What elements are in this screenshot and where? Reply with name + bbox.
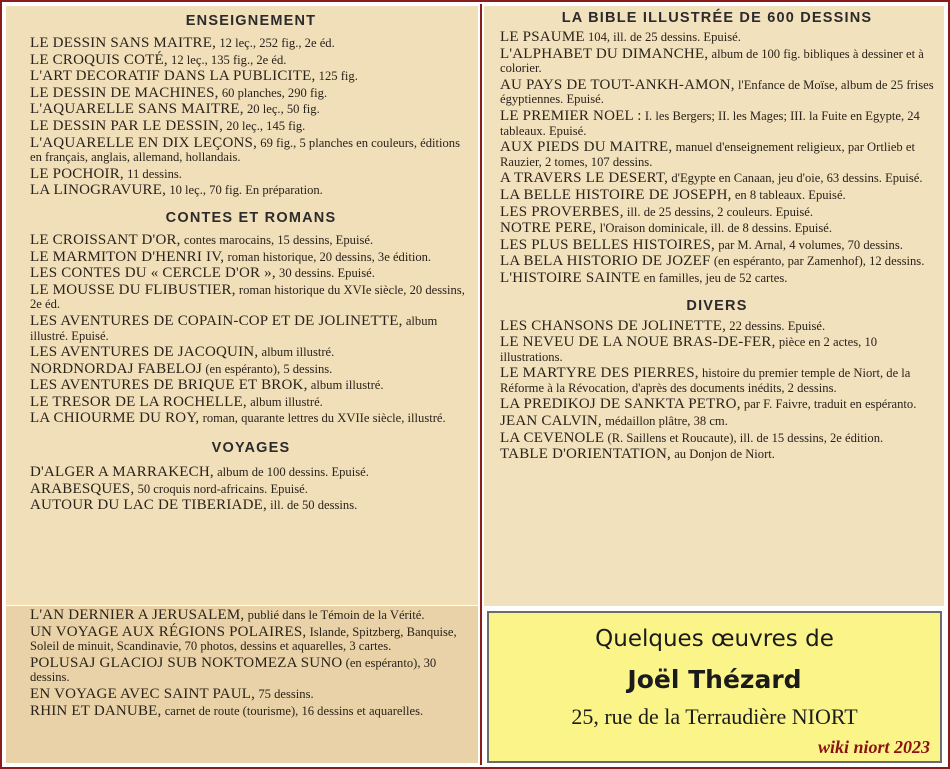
entry-title: RHIN ET DANUBE,	[30, 702, 162, 719]
entry-detail: 60 planches, 290 fig.	[221, 85, 328, 100]
entry-title: UN VOYAGE AUX RÉGIONS POLAIRES,	[30, 623, 307, 640]
entry-title: LE DESSIN DE MACHINES,	[30, 84, 219, 101]
entry-detail: en familles, jeu de 52 cartes.	[643, 270, 788, 285]
entry-detail: pièce en 2 actes, 10 illustrations.	[500, 335, 878, 364]
entry-detail: (en espéranto), 5 dessins.	[205, 361, 333, 376]
left-column-scan	[6, 6, 478, 605]
entry-title: LES AVENTURES DE JACOQUIN,	[30, 344, 259, 361]
callout-line1: Quelques œuvres de	[595, 626, 834, 652]
catalog-entry	[30, 482, 472, 497]
entry-detail: album de 100 fig. bibliques à dessiner et à colorier.	[500, 46, 924, 76]
entry-title: LE NEVEU DE LA NOUE BRAS-DE-FER,	[500, 334, 776, 351]
entry-detail: 125 fig.	[318, 69, 358, 84]
entry-detail: 11 dessins.	[127, 166, 182, 181]
entry-detail: album illustré.	[250, 394, 323, 409]
entry-title: LE TRESOR DE LA ROCHELLE,	[30, 393, 247, 410]
entry-title: AU PAYS DE TOUT-ANKH-AMON,	[500, 76, 735, 93]
entry-title: A TRAVERS LE DESERT,	[500, 170, 669, 187]
catalog-entry	[30, 250, 472, 265]
entry-detail: histoire du premier temple de Niort, de la Réforme à la Révocation, d'après des documents inédits, 2 dessins.	[500, 366, 911, 395]
catalog-entry	[30, 687, 472, 702]
section-heading: VOYAGES	[211, 440, 291, 457]
entry-title: NOTRE PERE,	[500, 220, 597, 237]
entry-detail: album illustré. Epuisé.	[30, 313, 438, 343]
entry-title: LA LINOGRAVURE,	[30, 182, 167, 199]
callout-signature: wiki niort 2023	[817, 737, 930, 757]
entry-title: LA CEVENOLE	[500, 429, 605, 446]
catalog-entry	[500, 140, 934, 169]
callout-address: 25, rue de la Terraudière NIORT	[571, 704, 858, 729]
catalog-entry	[30, 183, 472, 198]
catalog-entry	[500, 254, 934, 269]
entry-detail: l'Oraison dominicale, ill. de 8 dessins. Epuisé.	[599, 221, 833, 236]
catalog-entry	[500, 397, 934, 412]
entry-title: LE MOUSSE DU FLIBUSTIER,	[30, 281, 236, 298]
entry-title: LE CROQUIS COTÉ,	[30, 51, 168, 68]
catalog-entry	[500, 188, 934, 203]
entry-title: D'ALGER A MARRAKECH,	[30, 464, 214, 481]
entry-detail: 20 leç., 145 fig.	[226, 118, 306, 133]
catalog-entry	[30, 233, 472, 248]
catalog-entry	[30, 53, 472, 68]
entry-detail: par F. Faivre, traduit en espéranto.	[743, 397, 917, 412]
entry-title: L'ART DECORATIF DANS LA PUBLICITE,	[30, 68, 316, 85]
catalog-entry	[500, 238, 934, 253]
catalog-entry	[30, 345, 472, 360]
left-bottom-scan	[6, 606, 478, 763]
entry-detail: 30 dessins. Epuisé.	[279, 266, 375, 281]
entry-detail: album de 100 dessins. Epuisé.	[217, 465, 369, 480]
entry-title: L'AN DERNIER A JERUSALEM,	[30, 607, 245, 623]
entry-detail: roman historique, 20 dessins, 3e édition.	[227, 249, 432, 264]
catalog-entry	[30, 498, 472, 513]
catalog-entry	[500, 30, 934, 45]
entry-detail: 50 croquis nord-africains. Epuisé.	[137, 481, 308, 496]
left-bottom-text	[6, 606, 478, 720]
entry-detail: contes marocains, 15 dessins, Epuisé.	[183, 232, 374, 247]
catalog-entry	[500, 205, 934, 220]
entry-title: LES AVENTURES DE BRIQUE ET BROK,	[30, 377, 308, 394]
catalog-entry	[30, 102, 472, 117]
catalog-entry	[30, 283, 472, 312]
catalog-entry	[500, 78, 934, 107]
catalog-entry	[30, 266, 472, 281]
left-column-text	[6, 6, 478, 515]
entry-detail: au Donjon de Niort.	[674, 447, 775, 462]
entry-detail: carnet de route (tourisme), 16 dessins et aquarelles.	[164, 703, 424, 718]
entry-title: AUTOUR DU LAC DE TIBERIADE,	[30, 497, 267, 514]
entry-detail: manuel d'enseignement religieux, par Ortlieb et Rauzier, 2 tomes, 107 dessins.	[500, 140, 915, 169]
entry-detail: roman historique du XVIe siècle, 20 dessins, 2e éd.	[30, 282, 465, 312]
catalog-entry	[30, 625, 472, 654]
entry-title: LE POCHOIR,	[30, 165, 124, 182]
entry-title: POLUSAJ GLACIOJ SUB NOKTOMEZA SUNO	[30, 654, 343, 671]
catalog-entry	[30, 378, 472, 393]
catalog-entry	[30, 69, 472, 84]
entry-title: LA BELA HISTORIO DE JOZEF	[500, 253, 711, 270]
entry-detail: en 8 tableaux. Epuisé.	[734, 187, 846, 202]
entry-detail: (en espéranto), 30 dessins.	[30, 655, 437, 685]
callout-author: Joël Thézard	[627, 665, 802, 694]
entry-detail: l'Enfance de Moïse, album de 25 frises égyptiennes. Epuisé.	[500, 77, 934, 107]
entry-detail: 12 leç., 135 fig., 2e éd.	[171, 52, 287, 67]
right-column-text	[484, 6, 944, 464]
catalog-entry	[500, 271, 934, 286]
entry-detail: 104, ill. de 25 dessins. Epuisé.	[587, 30, 741, 44]
catalog-entry	[500, 431, 934, 446]
entry-title: LE DESSIN SANS MAITRE,	[30, 35, 217, 51]
entry-title: TABLE D'ORIENTATION,	[500, 446, 671, 463]
entry-detail: ill. de 25 dessins, 2 couleurs. Epuisé.	[626, 204, 814, 219]
catalog-entry	[30, 136, 472, 165]
catalog-entry	[30, 167, 472, 182]
catalog-entry	[500, 109, 934, 138]
catalog-entry	[30, 704, 472, 719]
entry-title: LES CHANSONS DE JOLINETTE,	[500, 317, 727, 334]
section-heading: CONTES ET ROMANS	[165, 209, 337, 226]
entry-detail: ill. de 50 dessins.	[270, 498, 358, 513]
catalog-entry	[500, 171, 934, 186]
entry-title: LA CHIOURME DU ROY,	[30, 410, 200, 427]
entry-title: JEAN CALVIN,	[500, 413, 602, 430]
catalog-entry	[30, 362, 472, 377]
entry-detail: d'Egypte en Canaan, jeu d'oie, 63 dessins. Epuisé.	[671, 171, 923, 186]
catalog-entry	[30, 86, 472, 101]
entry-detail: album illustré.	[310, 378, 384, 393]
entry-title: ARABESQUES,	[30, 480, 135, 497]
catalog-entry	[500, 47, 934, 76]
catalog-entry	[500, 335, 934, 364]
catalog-entry	[30, 656, 472, 685]
entry-detail: 10 leç., 70 fig. En préparation.	[169, 183, 323, 198]
catalog-entry	[30, 119, 472, 134]
entry-title: LA PREDIKOJ DE SANKTA PETRO,	[500, 396, 741, 413]
entry-title: LES AVENTURES DE COPAIN-COP ET DE JOLINETTE,	[30, 312, 403, 329]
entry-title: AUX PIEDS DU MAITRE,	[500, 139, 673, 156]
section-heading: ENSEIGNEMENT	[185, 13, 317, 29]
column-divider	[480, 4, 482, 765]
entry-title: L'HISTOIRE SAINTE	[500, 269, 641, 286]
entry-title: LES PLUS BELLES HISTOIRES,	[500, 236, 715, 253]
catalog-entry	[500, 414, 934, 429]
entry-title: EN VOYAGE AVEC SAINT PAUL,	[30, 685, 256, 702]
entry-title: L'ALPHABET DU DIMANCHE,	[500, 45, 709, 62]
entry-detail: (R. Saillens et Roucaute), ill. de 15 dessins, 2e édition.	[607, 430, 884, 445]
entry-detail: 12 leç., 252 fig., 2e éd.	[219, 36, 335, 50]
entry-title: LES CONTES DU « CERCLE D'OR »,	[30, 265, 276, 282]
entry-detail: roman, quarante lettres du XVIIe siècle, illustré.	[202, 411, 446, 426]
entry-detail: par M. Arnal, 4 volumes, 70 dessins.	[718, 237, 903, 252]
entry-title: NORDNORDAJ FABELOJ	[30, 360, 203, 377]
entry-title: LE PSAUME	[500, 29, 585, 45]
catalog-entry	[500, 447, 934, 462]
entry-title: LA BELLE HISTOIRE DE JOSEPH,	[500, 186, 732, 203]
entry-title: LE PREMIER NOEL :	[500, 107, 642, 124]
catalog-entry	[30, 36, 472, 51]
entry-detail: 75 dessins.	[258, 686, 314, 701]
entry-title: L'AQUARELLE EN DIX LEÇONS,	[30, 134, 258, 151]
catalog-entry	[30, 608, 472, 623]
catalog-entry	[30, 465, 472, 480]
title-callout	[487, 611, 942, 763]
entry-detail: album illustré.	[261, 345, 335, 360]
entry-title: LE CROISSANT D'OR,	[30, 231, 181, 248]
section-heading: LA BIBLE ILLUSTRÉE DE 600 DESSINS	[561, 10, 873, 26]
catalog-entry	[500, 221, 934, 236]
catalog-entry	[500, 319, 934, 334]
entry-detail: 22 dessins. Epuisé.	[729, 318, 826, 333]
right-column-scan	[484, 6, 944, 606]
entry-title: LE DESSIN PAR LE DESSIN,	[30, 117, 224, 134]
entry-detail: I. les Bergers; II. les Mages; III. la Fuite en Egypte, 24 tableaux. Epuisé.	[500, 108, 920, 138]
catalog-entry	[30, 314, 472, 343]
entry-detail: 69 fig., 5 planches en couleurs, éditions en français, anglais, allemand, hollandais.	[30, 135, 461, 165]
entry-detail: Islande, Spitzberg, Banquise, Soleil de minuit, Scandinavie, 70 photos, dessins et aquarelles, 3 cartes.	[30, 624, 457, 654]
catalog-entry	[500, 366, 934, 395]
section-heading: DIVERS	[686, 297, 748, 314]
catalog-entry	[30, 411, 472, 426]
entry-detail: publié dans le Témoin de la Vérité.	[247, 608, 425, 622]
entry-title: LE MARMITON D'HENRI IV,	[30, 248, 225, 265]
entry-detail: (en espéranto, par Zamenhof), 12 dessins.	[713, 254, 925, 269]
entry-detail: 20 leç., 50 fig.	[247, 102, 320, 117]
entry-detail: médaillon plâtre, 38 cm.	[605, 414, 728, 429]
catalog-entry	[30, 395, 472, 410]
entry-title: LE MARTYRE DES PIERRES,	[500, 365, 699, 382]
entry-title: L'AQUARELLE SANS MAITRE,	[30, 101, 244, 118]
entry-title: LES PROVERBES,	[500, 203, 624, 220]
